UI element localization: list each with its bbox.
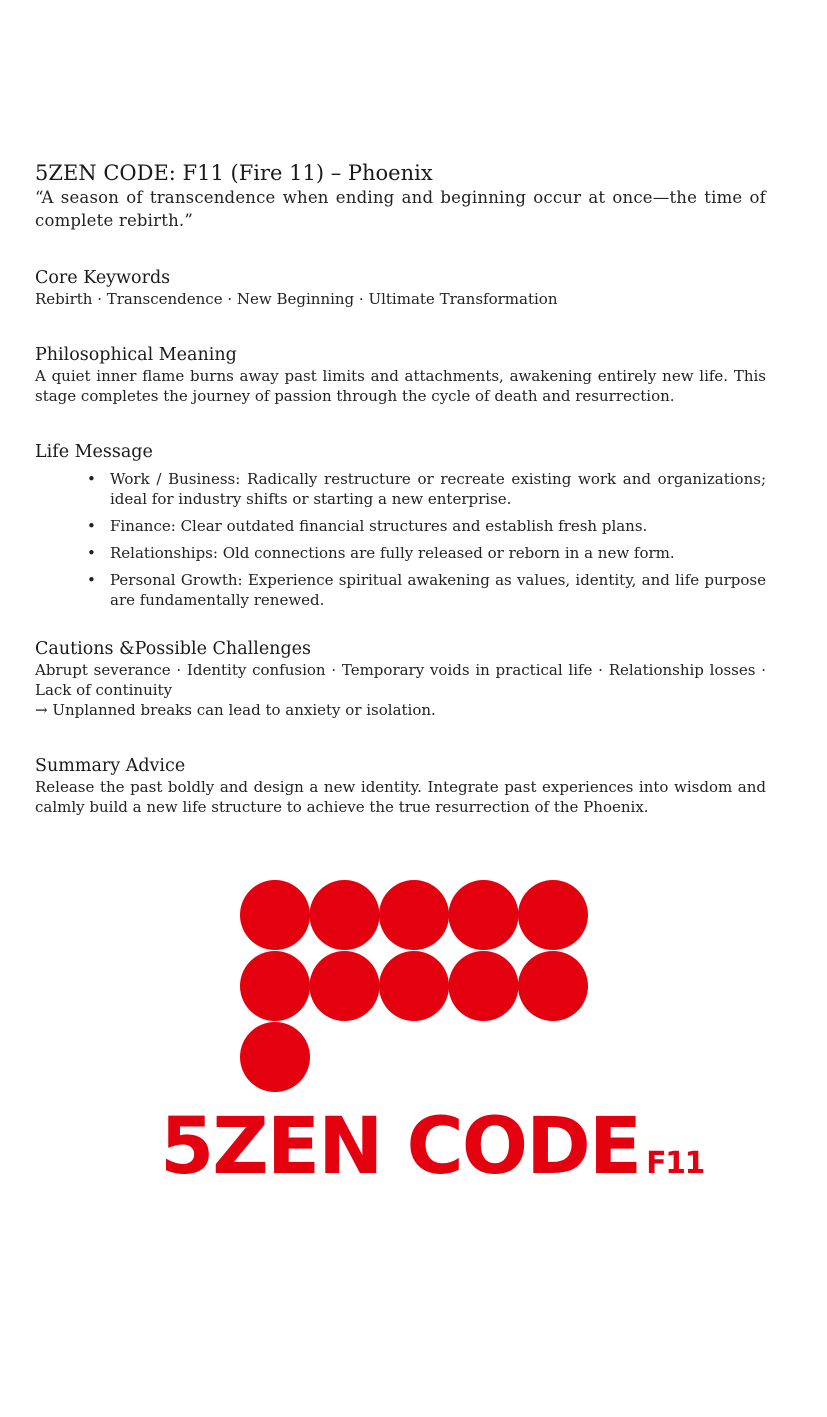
logo-dot-mark	[240, 880, 592, 1096]
cautions-note: → Unplanned breaks can lead to anxiety or isolation.	[35, 701, 436, 719]
bullet-dot: •	[87, 544, 96, 562]
bullet-dot: •	[87, 571, 96, 589]
philosophical-meaning-text: A quiet inner flame burns away past limits and attachments, awakening entirely new life. This stage completes the journey of passion through the cycle of death and resurrection.	[35, 367, 766, 405]
list-item	[87, 570, 766, 610]
bullet-dot: •	[87, 517, 96, 535]
life-message-heading: Life Message	[35, 442, 153, 462]
wordmark-text: 5ZEN CODE	[160, 1102, 641, 1192]
brand-logo	[0, 878, 827, 1198]
bullet-dot: •	[87, 470, 96, 488]
core-keywords-text: Rebirth · Transcendence · New Beginning · Ultimate Transformation	[35, 290, 558, 308]
logo-dot	[240, 880, 310, 950]
life-message-list	[35, 469, 766, 610]
logo-dot	[449, 951, 519, 1021]
logo-dot	[518, 880, 588, 950]
core-keywords-heading: Core Keywords	[35, 268, 171, 288]
cautions-heading: Cautions &Possible Challenges	[35, 639, 311, 659]
document-page	[35, 160, 766, 817]
logo-wordmark	[160, 1102, 704, 1192]
wordmark-code: F11	[646, 1146, 704, 1181]
logo-dot	[310, 880, 380, 950]
life-message-section	[35, 441, 766, 610]
logo-dot	[449, 880, 519, 950]
core-keywords-section	[35, 267, 766, 309]
list-item-text: Personal Growth: Experience spiritual awakening as values, identity, and life purpose are fundamentally renewed.	[110, 571, 766, 609]
list-item-text: Finance: Clear outdated financial structures and establish fresh plans.	[110, 517, 648, 535]
list-item	[87, 469, 766, 509]
logo-dot	[379, 880, 449, 950]
summary-text: Release the past boldly and design a new identity. Integrate past experiences into wisdom and calmly build a new life structure to achieve the true resurrection of the Phoenix.	[35, 778, 766, 816]
page-title: 5ZEN CODE: F11 (Fire 11) – Phoenix	[35, 161, 433, 185]
cautions-section	[35, 638, 766, 720]
list-item-text: Relationships: Old connections are fully released or reborn in a new form.	[110, 544, 675, 562]
cautions-text: Abrupt severance · Identity confusion · Temporary voids in practical life · Relationship losses · Lack of continuity	[35, 661, 766, 699]
summary-heading: Summary Advice	[35, 756, 186, 776]
logo-dot	[518, 951, 588, 1021]
list-item	[87, 543, 766, 563]
list-item	[87, 516, 766, 536]
logo-dot	[379, 951, 449, 1021]
list-item-text: Work / Business: Radically restructure or recreate existing work and organizations; ideal for industry shifts or starting a new enterprise.	[110, 470, 766, 508]
summary-section	[35, 755, 766, 817]
logo-dot	[240, 1022, 310, 1092]
philosophical-meaning-heading: Philosophical Meaning	[35, 345, 237, 365]
philosophical-meaning-section	[35, 344, 766, 406]
tagline-quote: “A season of transcendence when ending and beginning occur at once—the time of complete rebirth.”	[35, 188, 766, 230]
logo-dot	[310, 951, 380, 1021]
logo-dot	[240, 951, 310, 1021]
